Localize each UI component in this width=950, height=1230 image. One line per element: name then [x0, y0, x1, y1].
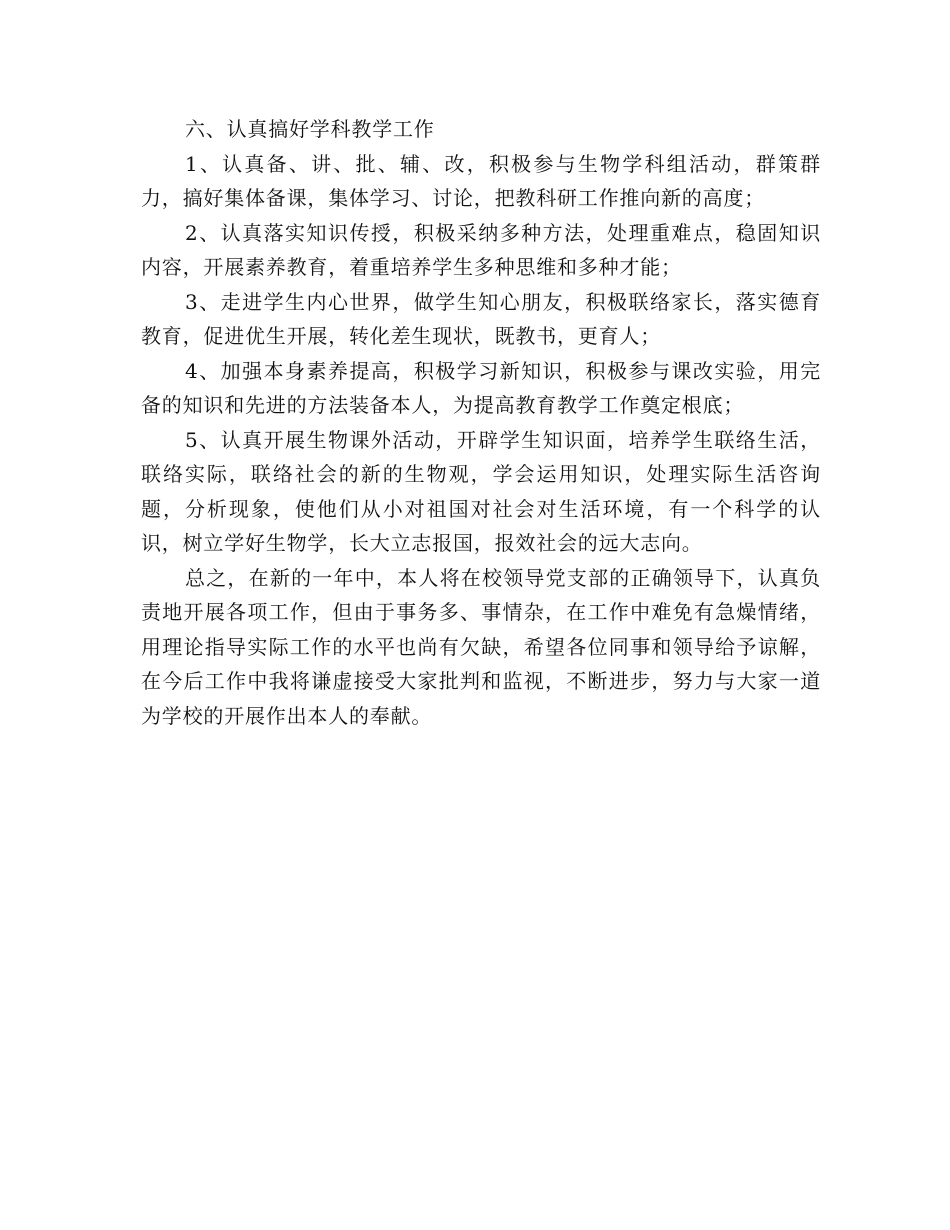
section-heading: 六、认真搞好学科教学工作 [185, 117, 435, 141]
conclusion-paragraph: 总之，在新的一年中，本人将在校领导党支部的正确领导下，认真负责地开展各项工作，但由于事务多、事情杂，在工作中难免有急燥情绪，用理论指导实际工作的水平也尚有欠缺，希望各位同事和领导给予谅解，在今后工作中我将谦虚接受大家批判和监视，不断进步，努力与大家一道为学校的开展作出本人的奉献。 [141, 565, 821, 728]
list-item-4: 4、加强本身素养提高，积极学习新知识，积极参与课改实验，用完备的知识和先进的方法装备本人，为提高教育教学工作奠定根底； [141, 358, 821, 417]
list-item-5: 5、认真开展生物课外活动，开辟学生知识面，培养学生联络生活，联络实际，联络社会的新的生物观，学会运用知识，处理实际生活咨询题，分析现象，使他们从小对祖国对社会对生活环境，有一个科学的认识，树立学好生物学，长大立志报国，报效社会的远大志向。 [141, 427, 821, 555]
list-item-3: 3、走进学生内心世界，做学生知心朋友，积极联络家长，落实德育教育，促进优生开展，转化差生现状，既教书，更育人； [141, 289, 821, 348]
document-body [141, 112, 821, 733]
list-item-2: 2、认真落实知识传授，积极采纳多种方法，处理重难点，稳固知识内容，开展素养教育，着重培养学生多种思维和多种才能； [141, 220, 821, 279]
list-item-1: 1、认真备、讲、批、辅、改，积极参与生物学科组活动，群策群力，搞好集体备课，集体学习、讨论，把教科研工作推向新的高度； [141, 151, 821, 210]
